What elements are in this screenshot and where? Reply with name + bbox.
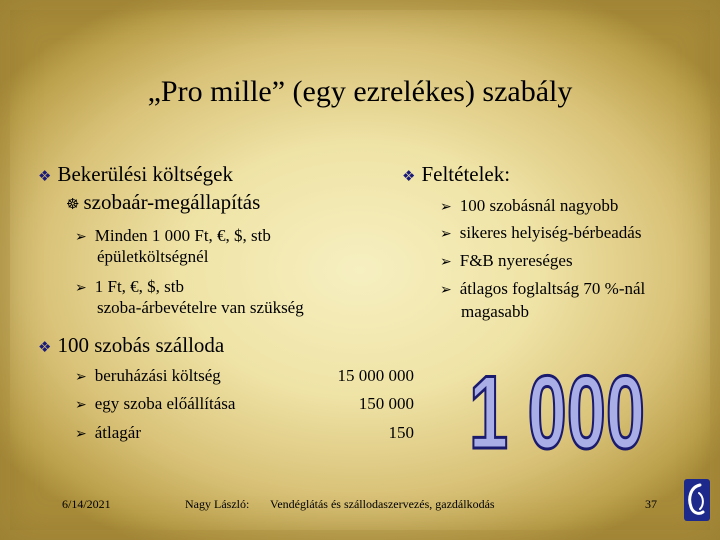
hotel-row-1-label-text: beruházási költség	[94, 366, 221, 385]
hotel-row-3-label-text: átlagár	[94, 423, 141, 442]
footer-author: Nagy László:	[185, 497, 250, 511]
footer-page-number: 37	[645, 497, 657, 511]
left-item-1-line1: Minden 1 000 Ft, €, $, stb	[94, 226, 271, 245]
left-sub-row	[66, 190, 260, 215]
left-item-2-line2: szoba-árbevételre van szükség	[97, 298, 304, 317]
left-item-1-line2: épületköltségnél	[97, 247, 209, 266]
arrow-bullet-icon: ➢	[75, 229, 87, 245]
arrow-bullet-icon: ➢	[440, 199, 452, 215]
diamond-bullet-icon: ❖	[402, 167, 416, 185]
left-sub: szobaár-megállapítás	[83, 190, 261, 214]
right-heading: Feltételek:	[421, 162, 511, 186]
hotel-row-1-label	[75, 366, 221, 386]
left-heading-row	[38, 162, 233, 187]
arrow-bullet-icon: ➢	[75, 426, 87, 442]
right-item-4-text: átlagos foglaltság 70 %-nál	[459, 279, 646, 298]
arrow-bullet-icon: ➢	[75, 280, 87, 296]
hotel-row-3-value: 150	[388, 423, 414, 442]
right-item-4	[440, 279, 645, 299]
hotel-heading-row	[38, 333, 224, 358]
left-heading: Bekerülési költségek	[57, 162, 233, 186]
wheel-bullet-icon: ☸	[66, 195, 80, 213]
footer-date: 6/14/2021	[62, 497, 111, 511]
right-item-2	[440, 223, 641, 243]
right-item-3-text: F&B nyereséges	[459, 251, 573, 270]
left-item-1	[75, 226, 271, 246]
slide-title: „Pro mille” (egy ezrelékes) szabály	[147, 75, 573, 108]
diamond-bullet-icon: ❖	[38, 167, 52, 185]
hotel-row-2-label	[75, 394, 235, 414]
arrow-bullet-icon: ➢	[440, 282, 452, 298]
right-heading-row	[402, 162, 510, 187]
right-item-4-line2: magasabb	[461, 302, 529, 321]
hotel-heading: 100 szobás szálloda	[57, 333, 225, 357]
hotel-row-2-label-text: egy szoba előállítása	[94, 394, 236, 413]
left-item-2-line1: 1 Ft, €, $, stb	[94, 277, 185, 296]
left-item-2	[75, 277, 184, 297]
diamond-bullet-icon: ❖	[38, 338, 52, 356]
arrow-bullet-icon: ➢	[75, 397, 87, 413]
logo-icon	[684, 479, 710, 521]
arrow-bullet-icon: ➢	[440, 254, 452, 270]
hotel-row-3-label	[75, 423, 141, 443]
hotel-row-1-value: 15 000 000	[337, 366, 414, 385]
right-item-1	[440, 196, 618, 216]
footer-subject: Vendéglátás és szállodaszervezés, gazdálkodás	[270, 497, 495, 511]
right-item-1-text: 100 szobásnál nagyobb	[459, 196, 619, 215]
big-number-text: 1 000	[469, 355, 645, 471]
right-item-3	[440, 251, 573, 271]
arrow-bullet-icon: ➢	[440, 226, 452, 242]
big-number-wordart	[462, 340, 652, 471]
hotel-row-2-value: 150 000	[358, 394, 414, 413]
arrow-bullet-icon: ➢	[75, 369, 87, 385]
right-item-2-text: sikeres helyiség-bérbeadás	[459, 223, 642, 242]
